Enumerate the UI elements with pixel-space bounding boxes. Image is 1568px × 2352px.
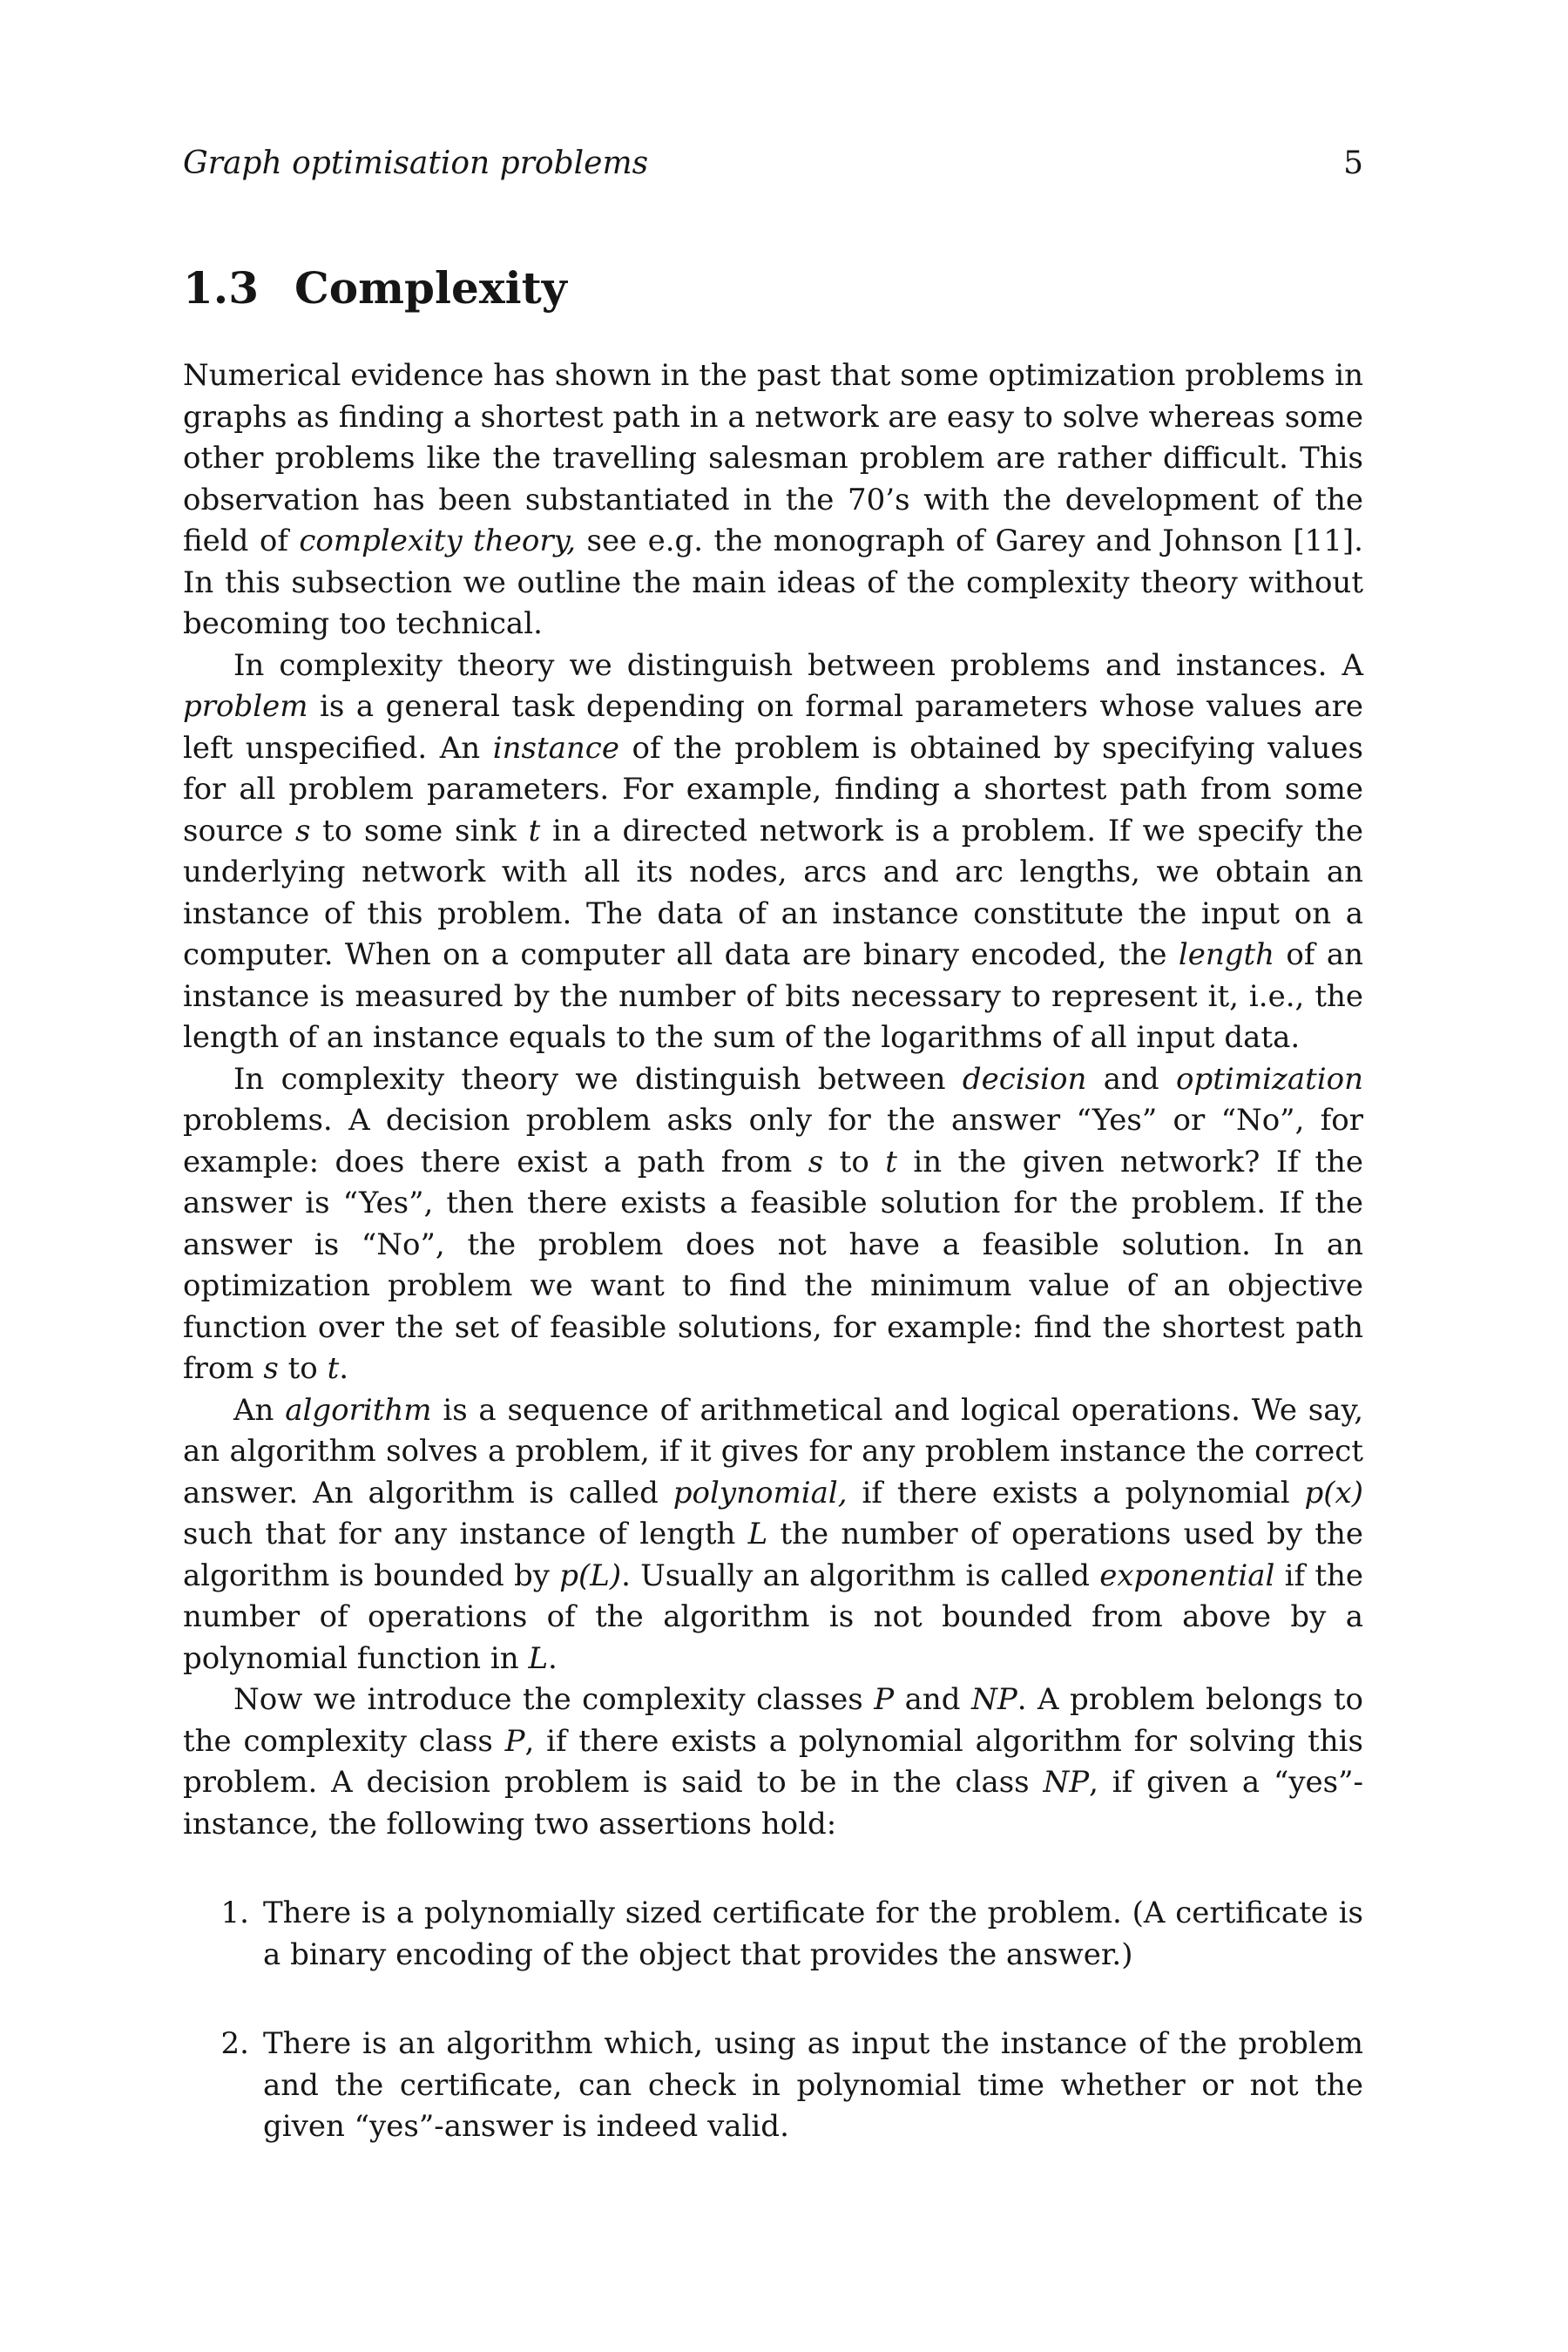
paragraph-text: , if given a “yes”-instance, the following two assertions hold: bbox=[183, 1765, 1363, 1842]
list-item bbox=[183, 1893, 1363, 1976]
list-item-number: 2. bbox=[220, 2026, 249, 2061]
term-decision: decision bbox=[962, 1061, 1087, 1097]
complexity-class-p: P bbox=[874, 1682, 895, 1717]
section-body bbox=[183, 355, 1363, 2148]
list-item-number: 1. bbox=[220, 1896, 249, 1930]
math-expression: p(x) bbox=[1304, 1475, 1363, 1511]
paragraph-text: such that for any instance of length bbox=[183, 1517, 748, 1551]
paragraph-text: of the problem is obtained by specifying values for all problem parameters. For example, finding a shortest path from some source bbox=[183, 730, 1363, 848]
paragraph-1 bbox=[183, 355, 1363, 645]
paragraph-text: of an instance is measured by the number of bits necessary to represent it, i.e., the length of an instance equals to the sum of the logarithms of all input data. bbox=[183, 937, 1363, 1055]
book-page bbox=[183, 145, 1364, 2196]
section-heading bbox=[183, 262, 1363, 314]
term-problem: problem bbox=[183, 689, 308, 724]
list-item bbox=[183, 2024, 1363, 2148]
paragraph-text: in the given network? If the answer is “Yes”, then there exists a feasible solution for the problem. If the answer is “No”, the problem does not have a feasible solution. In an optimization problem we want to find the minimum value of an objective function over the set of feasible solutions, for example: find the shortest path from bbox=[183, 1144, 1363, 1386]
paragraph-2 bbox=[183, 645, 1363, 1059]
paragraph-text: and bbox=[894, 1682, 972, 1717]
page-number: 5 bbox=[1343, 145, 1363, 181]
complexity-class-np: NP bbox=[1043, 1765, 1090, 1800]
math-expression: p(L) bbox=[559, 1558, 622, 1593]
math-variable: s bbox=[294, 813, 311, 848]
paragraph-text: Numerical evidence has shown in the past that some optimization problems in graphs as finding a shortest path in a network are easy to solve whereas some other problems like the travelling salesman problem are rather difficult. This observation has been substantiated in the 70’s with the development of the field of bbox=[183, 358, 1363, 558]
paragraph-text: and bbox=[1086, 1061, 1177, 1097]
paragraph-text: is a sequence of arithmetical and logical operations. We say, an algorithm solves a problem, if it gives for any problem instance the correct answer. An algorithm is called bbox=[183, 1392, 1363, 1511]
list-item-text: There is an algorithm which, using as input the instance of the problem and the certificate, can check in polynomial time whether or not the given “yes”-answer is indeed valid. bbox=[263, 2026, 1363, 2144]
paragraph-5 bbox=[183, 1680, 1363, 1845]
section-number: 1.3 bbox=[183, 262, 259, 314]
assertion-list bbox=[183, 1893, 1363, 2148]
math-variable: L bbox=[747, 1517, 768, 1551]
math-variable: s bbox=[808, 1144, 824, 1179]
paragraph-text: to some sink bbox=[310, 813, 529, 848]
term-complexity-theory: complexity theory, bbox=[299, 524, 577, 558]
paragraph-text: to bbox=[278, 1351, 328, 1386]
paragraph-4 bbox=[183, 1390, 1363, 1680]
term-algorithm: algorithm bbox=[285, 1392, 432, 1428]
paragraph-text: , if there exists a polynomial algorithm for solving this problem. A decision problem is said to be in the class bbox=[183, 1723, 1363, 1800]
list-item-text: There is a polynomially sized certificate for the problem. (A certificate is a binary encoding of the object that provides the answer.) bbox=[263, 1896, 1363, 1972]
math-variable: L bbox=[528, 1640, 549, 1676]
paragraph-text: see e.g. the monograph of Garey and Johnson [11]. In this subsection we outline the main ideas of the complexity theory without becoming too technical. bbox=[183, 524, 1363, 641]
paragraph-text: . Usually an algorithm is called bbox=[621, 1558, 1100, 1593]
term-instance: instance bbox=[492, 730, 619, 766]
paragraph-text: problems. A decision problem asks only for the answer “Yes” or “No”, for example: does there exist a path from bbox=[183, 1103, 1363, 1179]
paragraph-text: the number of operations used by the algorithm is bounded by bbox=[183, 1517, 1363, 1593]
term-polynomial: polynomial, bbox=[672, 1475, 848, 1511]
running-header bbox=[183, 145, 1363, 181]
term-optimization: optimization bbox=[1176, 1061, 1363, 1097]
paragraph-text: . bbox=[339, 1351, 349, 1386]
term-length: length bbox=[1178, 937, 1275, 972]
paragraph-text: In complexity theory we distinguish between bbox=[233, 1061, 963, 1097]
paragraph-text: in a directed network is a problem. If we specify the underlying network with all its nodes, arcs and arc lengths, we obtain an instance of this problem. The data of an instance constitute the input on a computer. When on a computer all data are binary encoded, the bbox=[183, 813, 1363, 972]
paragraph-text: . bbox=[548, 1640, 558, 1676]
math-variable: t bbox=[528, 813, 541, 848]
math-variable: t bbox=[327, 1351, 340, 1386]
running-title: Graph optimisation problems bbox=[183, 145, 649, 181]
math-variable: s bbox=[263, 1351, 279, 1386]
complexity-class-p: P bbox=[504, 1723, 525, 1759]
math-variable: t bbox=[885, 1144, 897, 1179]
term-exponential: exponential bbox=[1099, 1558, 1275, 1593]
paragraph-text: is a general task depending on formal parameters whose values are left unspecified. An bbox=[183, 689, 1363, 766]
paragraph-3 bbox=[183, 1059, 1363, 1390]
paragraph-text: An bbox=[233, 1392, 286, 1428]
paragraph-text: if there exists a polynomial bbox=[847, 1475, 1305, 1511]
paragraph-text: In complexity theory we distinguish between problems and instances. A bbox=[233, 647, 1363, 683]
complexity-class-np: NP bbox=[971, 1682, 1017, 1717]
paragraph-text: . A problem belongs to the complexity class bbox=[183, 1682, 1363, 1759]
paragraph-text: to bbox=[823, 1144, 886, 1179]
paragraph-text: Now we introduce the complexity classes bbox=[233, 1682, 875, 1717]
section-title: Complexity bbox=[294, 262, 567, 314]
paragraph-text: if the number of operations of the algorithm is not bounded from above by a polynomial function in bbox=[183, 1558, 1364, 1676]
